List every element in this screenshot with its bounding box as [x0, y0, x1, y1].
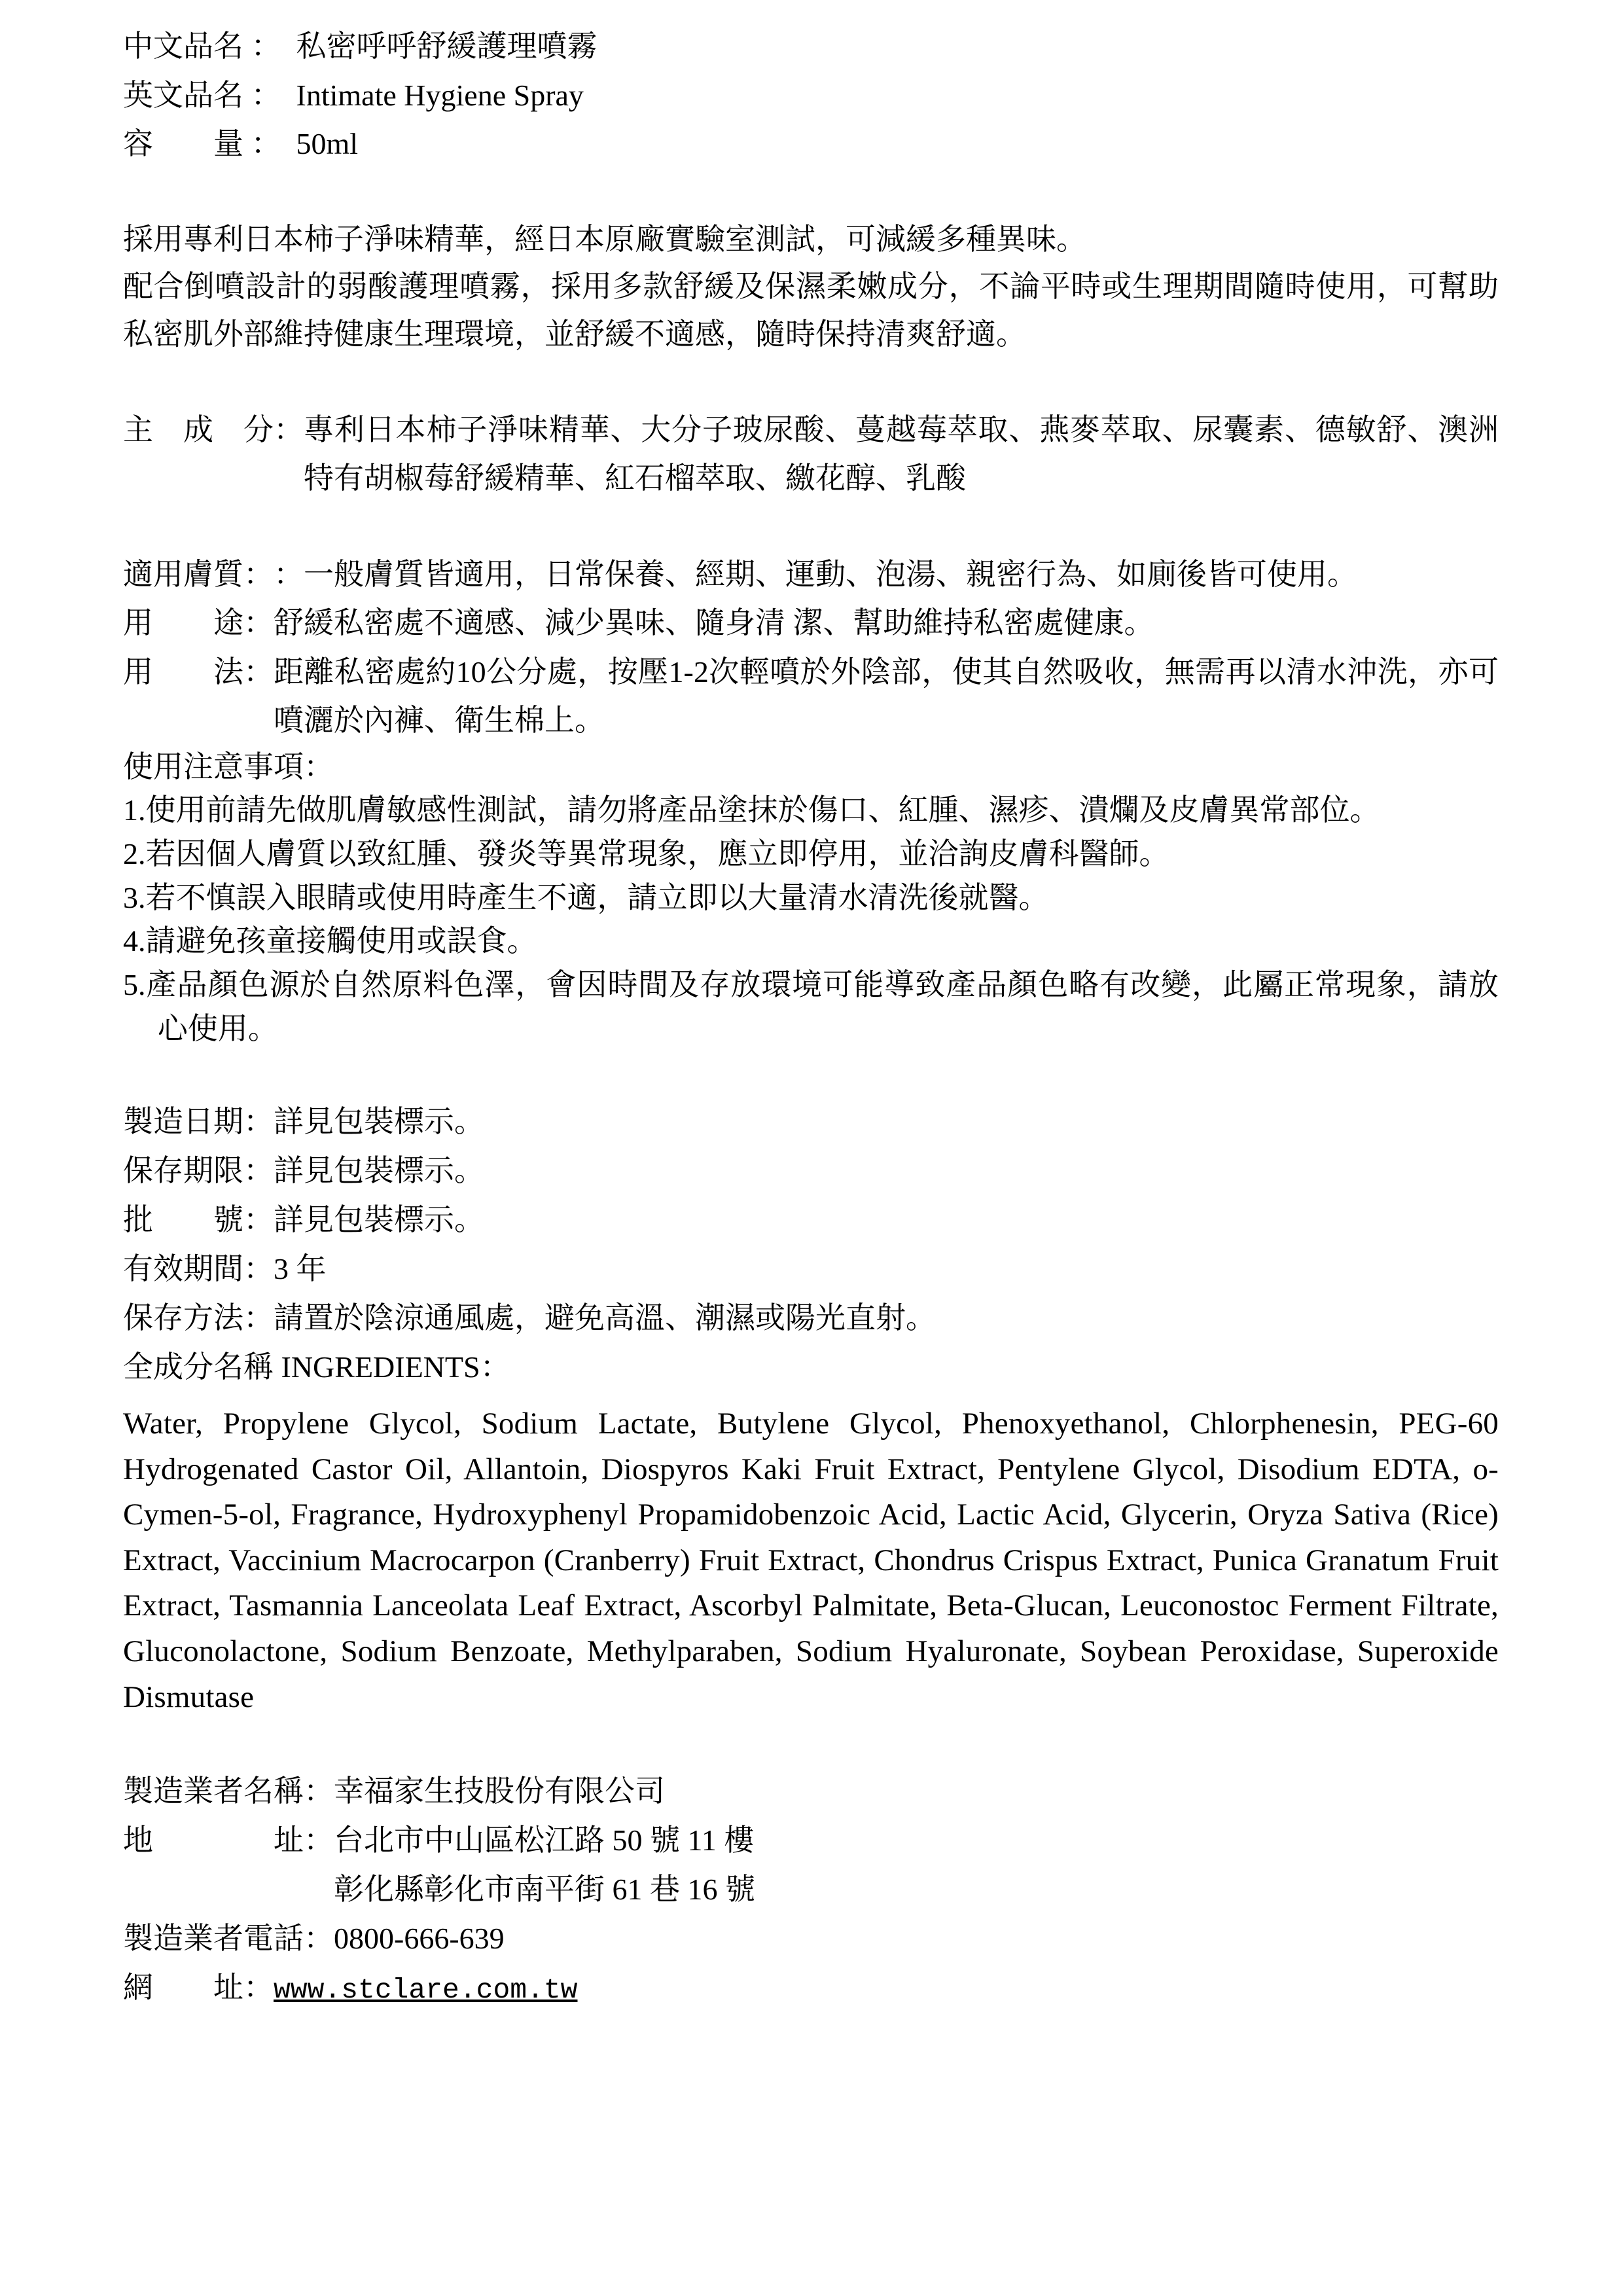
validity-period-value: 3 年	[274, 1252, 327, 1286]
product-name-zh-value: 私密呼呼舒緩護理噴霧	[296, 29, 597, 63]
batch-number-row	[123, 1196, 1499, 1245]
precautions-heading: 使用注意事項：	[123, 749, 334, 783]
main-ingredients-value: 專利日本柿子淨味精華、大分子玻尿酸、蔓越莓萃取、燕麥萃取、尿囊素、德敏舒、澳洲特有胡椒莓舒緩精華、紅石榴萃取、繳花醇、乳酸	[304, 412, 1499, 495]
product-name-en-label: 英文品名 ：	[123, 78, 296, 112]
validity-period-label: 有效期間：	[123, 1252, 274, 1286]
batch-number-label: 批 號：	[123, 1203, 274, 1237]
product-volume-label: 容 量 ：	[123, 127, 296, 161]
product-volume-row	[123, 120, 1499, 169]
manufacturer-phone-label: 製造業者電話：	[123, 1922, 334, 1956]
storage-section	[123, 1098, 1499, 1392]
main-ingredients-row	[123, 406, 1499, 503]
storage-method-label: 保存方法：	[123, 1301, 274, 1335]
product-name-en-row	[123, 71, 1499, 120]
precaution-item-5: 5.產品顏色源於自然原料色澤，會因時間及存放環境可能導致產品顏色略有改變，此屬正常現象，請放心使用。	[123, 968, 1499, 1045]
manufacturer-section	[123, 1767, 1499, 2013]
shelf-life-label: 保存期限：	[123, 1154, 274, 1188]
description-line-2: 配合倒噴設計的弱酸護理噴霧，採用多款舒緩及保濕柔嫩成分，不論平時或生理期間隨時使用，可幫助私密肌外部維持健康生理環境，並舒緩不適感，隨時保持清爽舒適。	[123, 270, 1499, 351]
manufacturer-phone-value: 0800-666-639	[334, 1922, 505, 1956]
manufacturer-name-label: 製造業者名稱：	[123, 1774, 334, 1808]
precaution-item-3: 3.若不慎誤入眼睛或使用時產生不適，請立即以大量清水清洗後就醫。	[123, 880, 1049, 914]
validity-period-row	[123, 1245, 1499, 1294]
product-name-zh-row	[123, 22, 1499, 71]
method-label: 用 法：	[123, 655, 274, 689]
precautions-section	[123, 745, 1499, 1051]
manufacture-date-value: 詳見包裝標示。	[274, 1105, 484, 1139]
product-description	[123, 216, 1499, 359]
usage-value: 舒緩私密處不適感、減少異味、隨身清 潔、幫助維持私密處健康。	[274, 606, 1154, 640]
manufacturer-address-value-2: 彰化縣彰化市南平街 61 巷 16 號	[334, 1873, 755, 1907]
shelf-life-row	[123, 1147, 1499, 1196]
method-value: 距離私密處約10公分處，按壓1-2次輕噴於外陰部，使其自然吸收，無需再以清水沖洗，亦可噴灑於內褲、衛生棉上。	[274, 655, 1499, 738]
skin-type-label: 適用膚質：	[123, 557, 274, 591]
skin-type-row	[123, 550, 1499, 600]
full-ingredients-heading: 全成分名稱 INGREDIENTS：	[123, 1350, 510, 1384]
full-ingredients-text: Water, Propylene Glycol, Sodium Lactate, Butylene Glycol, Phenoxyethanol, Chlorphenesin, PEG-60 Hydrogenated Castor Oil, Allantoin, Diospyros Kaki Fruit Extract, Pentylene Glycol, Disodium EDTA, o-Cymen-5-ol, Fragrance, Hydroxyphenyl Propamidobenzoic Acid, Lactic Acid, Glycerin, Oryza Sativa (Rice) Extract, Vaccinium Macrocarpon (Cranberry) Fruit Extract, Chondrus Crispus Extract, Punica Granatum Fruit Extract, Tasmannia Lanceolata Leaf Extract, Ascorbyl Palmitate, Beta-Glucan, Leuconostoc Ferment Filtrate, Gluconolactone, Sodium Benzoate, Methylparaben, Sodium Hyaluronate, Soybean Peroxidase, Superoxide Dismutase	[123, 1407, 1499, 1714]
manufacturer-address-row	[123, 1816, 1499, 1865]
manufacturer-website-row	[123, 1964, 1499, 2013]
manufacturer-name-row	[123, 1767, 1499, 1816]
manufacturer-phone-row	[123, 1914, 1499, 1964]
description-line-1: 採用專利日本柿子淨味精華，經日本原廠實驗室測試，可減緩多種異味。	[123, 222, 1086, 256]
main-ingredients-label: 主 成 分：	[123, 412, 304, 446]
precaution-item-1: 1.使用前請先做肌膚敏感性測試，請勿將產品塗抹於傷口、紅腫、濕疹、潰爛及皮膚異常部位。	[123, 793, 1380, 827]
precaution-item-4: 4.請避免孩童接觸使用或誤食。	[123, 924, 537, 958]
manufacture-date-label: 製造日期：	[123, 1105, 274, 1139]
usage-section	[123, 550, 1499, 1051]
website-link[interactable]: www.stclare.com.tw	[274, 1973, 578, 2006]
manufacture-date-row	[123, 1098, 1499, 1147]
storage-method-value: 請置於陰涼通風處，避免高溫、潮濕或陽光直射。	[274, 1301, 936, 1335]
shelf-life-value: 詳見包裝標示。	[274, 1154, 484, 1188]
batch-number-value: 詳見包裝標示。	[274, 1203, 484, 1237]
manufacturer-website-label: 網 址：	[123, 1970, 274, 2004]
method-row	[123, 648, 1499, 745]
product-name-en-value: Intimate Hygiene Spray	[296, 78, 584, 112]
manufacturer-address-value-1: 台北市中山區松江路 50 號 11 樓	[334, 1823, 755, 1857]
manufacturer-address-label: 地 址：	[123, 1823, 334, 1857]
product-header	[123, 22, 1499, 169]
product-volume-value: 50ml	[296, 127, 359, 161]
manufacturer-name-value: 幸福家生技股份有限公司	[334, 1774, 665, 1808]
storage-method-row	[123, 1294, 1499, 1343]
precaution-item-2: 2.若因個人膚質以致紅腫、發炎等異常現象，應立即停用，並洽詢皮膚科醫師。	[123, 837, 1169, 871]
usage-row	[123, 599, 1499, 648]
usage-label: 用 途：	[123, 606, 274, 640]
product-name-zh-label: 中文品名 ：	[123, 29, 296, 63]
skin-type-value: ：一般膚質皆適用，日常保養、經期、運動、泡湯、親密行為、如廁後皆可使用。	[274, 557, 1357, 591]
